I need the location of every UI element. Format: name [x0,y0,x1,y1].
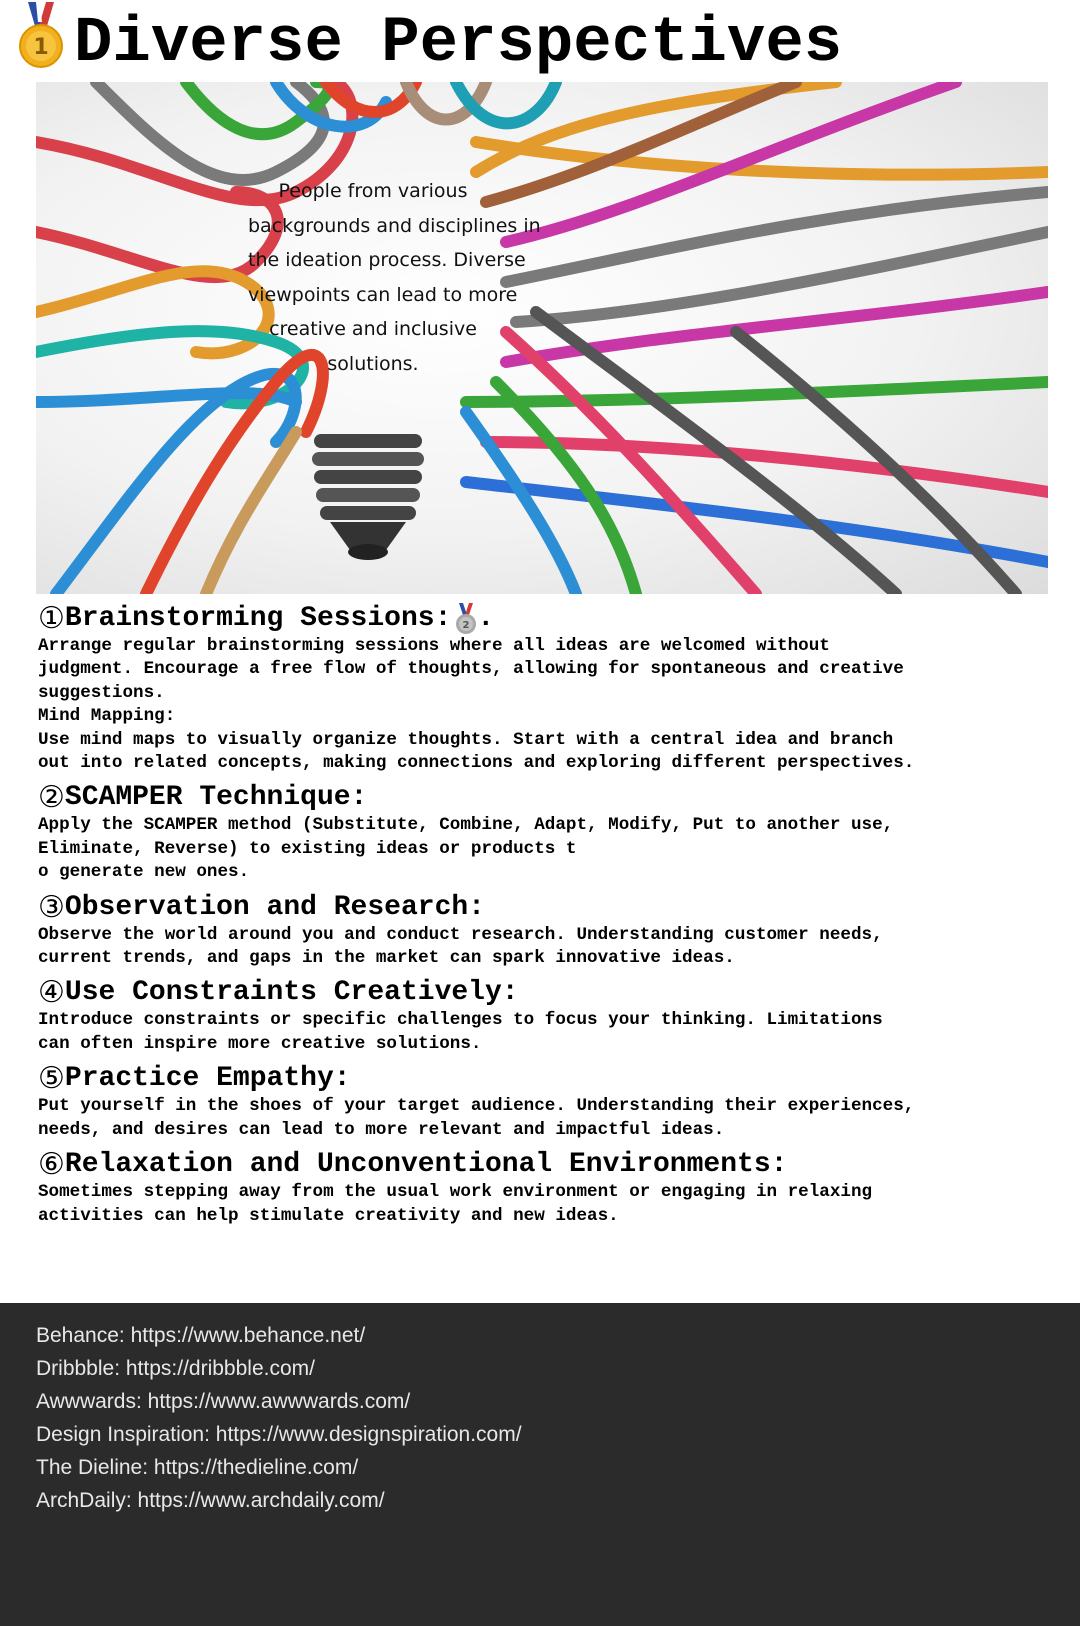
section-title [38,781,1058,814]
resource-link-list [36,1319,522,1517]
svg-text:2: 2 [462,619,470,631]
resource-link[interactable]: Behance: https://www.behance.net/ [36,1324,366,1347]
caption-line: creative and inclusive [269,318,477,340]
section-body: Arrange regular brainstorming sessions where all ideas are welcomed without judgment. Encourage a free flow of thoughts, allowing for spontaneous and creative suggestions. Mind Mapping: Use mind maps to visually organize thoughts. Start with a central idea and branch out into related concepts, making connections and exploring different perspectives. [38,636,915,774]
section-number: ⑤ [38,1061,65,1097]
section-number: ① [38,601,65,636]
section-number: ④ [38,975,65,1011]
section-number: ③ [38,889,65,925]
section-title [38,602,1058,635]
section-title-text: Use Constraints Creatively: [64,977,519,1009]
page-header [0,0,1080,80]
section-title-text: Practice Empathy: [64,1063,351,1095]
section-title [38,1148,1058,1181]
section-brainstorming [38,602,1058,775]
hero-caption [248,174,541,381]
resource-link[interactable]: Dribbble: https://dribbble.com/ [36,1357,315,1380]
resource-links-footer [0,1303,1080,1626]
tips-content [38,602,1058,1228]
caption-line: solutions. [327,352,419,375]
section-title-text: Observation and Research: [64,891,485,923]
svg-text:1: 1 [33,35,49,60]
resource-link[interactable]: Awwwards: https://www.awwwards.com/ [36,1390,411,1413]
section-relaxation [38,1148,1058,1228]
section-number: ⑥ [38,1147,65,1183]
hero-image [36,82,1048,594]
caption-line: People from various [278,180,468,202]
section-body: Put yourself in the shoes of your target audience. Understanding their experiences, needs, and desires can lead to more relevant and impactful ideas. [38,1096,915,1140]
section-observation [38,891,1058,971]
caption-line: viewpoints can lead to more [248,283,518,306]
caption-line: the ideation process. Diverse [248,249,526,271]
resource-link[interactable]: ArchDaily: https://www.archdaily.com/ [36,1489,385,1512]
section-title [38,1062,1058,1095]
section-title-text: Brainstorming Sessions: [64,603,452,634]
ropes-lightbulb-illustration [36,82,1048,594]
silver-medal-icon [455,603,477,635]
section-number: ② [38,780,65,816]
page-title: Diverse Perspectives [74,8,843,80]
caption-line: backgrounds and disciplines in [248,214,541,237]
resource-link[interactable]: Design Inspiration: https://www.designspiration.com/ [36,1423,522,1446]
section-title-text: Relaxation and Unconventional Environments: [64,1149,788,1181]
section-title-text: SCAMPER Technique: [64,782,368,814]
section-body: Apply the SCAMPER method (Substitute, Combine, Adapt, Modify, Put to another use, Eliminate, Reverse) to existing ideas or products t o generate new ones. [38,815,894,883]
resource-link[interactable]: The Dieline: https://thedieline.com/ [36,1456,359,1479]
section-empathy [38,1062,1058,1142]
section-title [38,976,1058,1009]
gold-medal-icon [18,2,64,70]
section-title [38,891,1058,924]
section-scamper [38,781,1058,884]
section-body: Introduce constraints or specific challenges to focus your thinking. Limitations can often inspire more creative solutions. [38,1010,883,1054]
section-constraints [38,976,1058,1056]
title-suffix: . [477,603,495,634]
section-body: Sometimes stepping away from the usual work environment or engaging in relaxing activities can help stimulate creativity and new ideas. [38,1182,873,1226]
section-body: Observe the world around you and conduct research. Understanding customer needs, current trends, and gaps in the market can spark innovative ideas. [38,924,883,969]
